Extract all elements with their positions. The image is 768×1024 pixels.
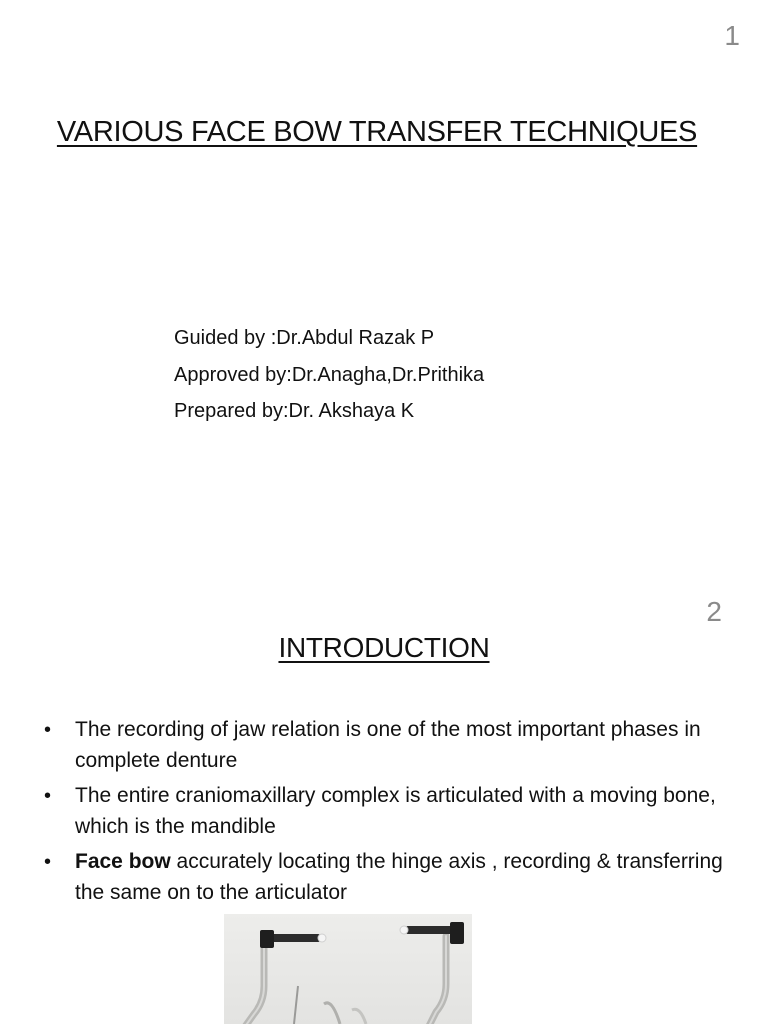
slide-2	[0, 560, 768, 1024]
bullet-text: accurately locating the hinge axis , recording & transferring the same on to the articulator	[75, 850, 723, 904]
face-bow-photo	[224, 914, 472, 1024]
page-number: 2	[706, 596, 722, 627]
list-item	[44, 781, 734, 842]
bullet-icon: •	[44, 785, 52, 807]
bullet-text: The entire craniomaxillary complex is articulated with a moving bone, which is the mandible	[75, 784, 716, 838]
prepared-by-line: Prepared by:Dr. Akshaya K	[174, 400, 415, 422]
bullet-lead-term: Face bow	[75, 850, 171, 873]
list-item	[44, 715, 734, 776]
list-item	[44, 847, 734, 908]
bullet-icon: •	[44, 719, 52, 741]
bullet-list	[44, 715, 734, 913]
face-bow-illustration-icon	[224, 914, 472, 1024]
slide-title: VARIOUS FACE BOW TRANSFER TECHNIQUES	[56, 116, 698, 148]
bullet-icon: •	[44, 851, 52, 873]
guided-by-line: Guided by :Dr.Abdul Razak P	[174, 327, 435, 349]
page-number: 1	[724, 20, 740, 51]
slide-title: INTRODUCTION	[278, 632, 490, 663]
credits-block	[174, 320, 484, 430]
approved-by-line: Approved by:Dr.Anagha,Dr.Prithika	[174, 363, 485, 386]
bullet-text: The recording of jaw relation is one of the most important phases in complete denture	[75, 718, 701, 772]
